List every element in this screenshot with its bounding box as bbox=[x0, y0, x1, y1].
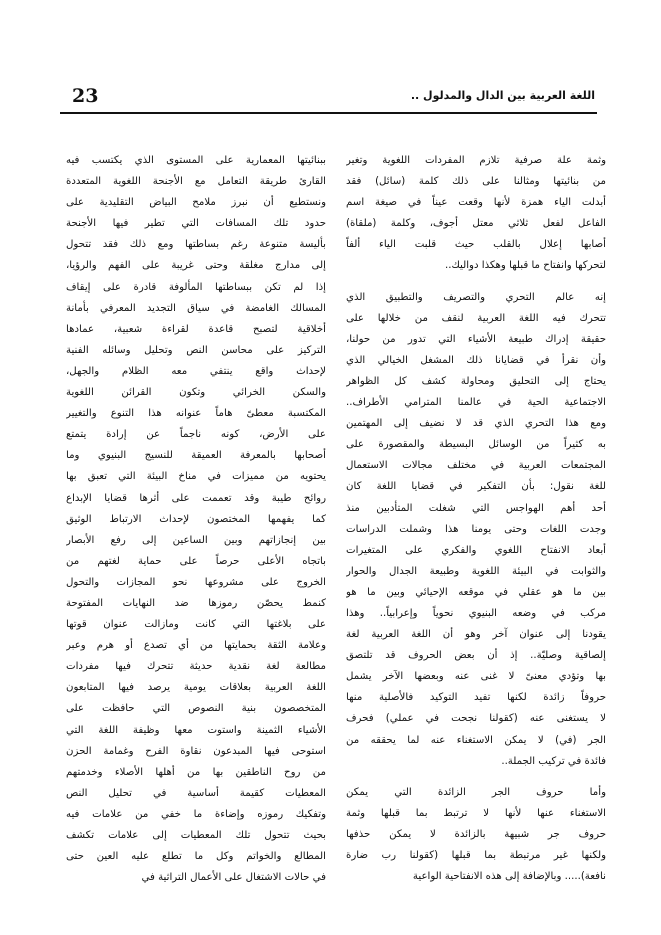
text-line: إلصاقية وصليّة.. إذ أن بعض الحروف قد تلتصق bbox=[346, 650, 606, 662]
text-line: بها وتؤدي معنىً لا غنى عنه وبعضها الآخر يشمل bbox=[346, 671, 606, 683]
text-line: أبدلت الياء همزة لأنها وقعت عيناً في صيغة اسم bbox=[346, 197, 606, 209]
text-line: وجدت اللغات وحتى يومنا هذا وشملت الدراسات bbox=[346, 523, 606, 535]
text-line: الجر (في) لا يمكن الاستغناء عنه لما يحققه من bbox=[346, 734, 606, 746]
text-line: روائح طيبة وقد تعممت على أثرها قضايا الإبداع bbox=[66, 492, 326, 504]
text-line: من روح الناطقين بها من أهلها الأصلاء وخدمتهم bbox=[66, 766, 326, 778]
text-line: مركب في وضعه البنيوي نحوياً وإعرابياً.. وهذا bbox=[346, 607, 606, 619]
text-line: لا يستغنى عنه (كقولنا نجحت في عملي) فحرف bbox=[346, 713, 606, 725]
text-line: التركيز على محاسن النص وتحليل وسائله الفنية bbox=[66, 344, 326, 356]
text-line: ونستطيع أن نبرز ملامح البياض التقليدية على bbox=[66, 197, 326, 209]
text-line: للغة نقول: بأن التفكير في قضايا اللغة كان bbox=[346, 481, 606, 493]
text-line: والثوابت في البيئة اللغوية وطبيعة الجدال والحوار bbox=[346, 565, 606, 577]
text-line: ببنائيتها المعمارية على المستوى الذي يكتسب فيه bbox=[66, 155, 326, 166]
paragraph bbox=[346, 150, 606, 277]
text-line: اللغة العربية بعلاقات يومية يرصد فيها المتابعون bbox=[66, 682, 326, 694]
text-line: وتفكيك رموزه وإضاءة ما خفي من علامات فيه bbox=[66, 808, 326, 820]
text-line: أصحابها بالمعرفة العميقة للنسيج البنيوي وما bbox=[66, 450, 326, 462]
right-text-column bbox=[346, 150, 606, 887]
header-rule bbox=[60, 112, 597, 114]
text-line: بحيث تتحول تلك المعطيات إلى علامات تكشف bbox=[66, 830, 326, 841]
text-line: حقيقة إدراك طبيعة الأشياء التي تدور من حولنا، bbox=[346, 333, 606, 345]
text-line: إنه عالم التحري والتصريف والتطبيق الذي bbox=[346, 291, 606, 303]
text-line: الاجتماعية الحية في عالمنا المترامي الأطراف.. bbox=[346, 397, 606, 409]
text-line: بأليسة متنوعة رغم بساطتها ومع ذلك فقد تتحول bbox=[66, 239, 326, 251]
text-line: المسالك الغامضة في سياق التجديد المعرفي بأمانة bbox=[66, 302, 326, 314]
text-line: كنمط يحصّن رموزها ضد النهايات المفتوحة bbox=[66, 597, 326, 609]
text-line: فائدة في تركيب الجملة.. bbox=[501, 755, 606, 767]
text-line: على الأرض، كونه ناجماً عن إرادة يتمتع bbox=[66, 429, 326, 441]
text-line: يحتويه من مميزات في مناخ البيئة التي تعبق بها bbox=[66, 471, 326, 483]
text-line: أخلاقية لتصبح قاعدة لقراءة شعبية، عمادها bbox=[66, 323, 326, 335]
text-line: الاستغناء عنها لأنها لا ترتبط بما قبلها وثمة bbox=[346, 807, 606, 819]
text-line: أحد أهم الهواجس التي شغلت المتأدبين منذ bbox=[346, 502, 606, 514]
text-line: الخروج على مشروعها نحو المجازات والتحول bbox=[66, 576, 326, 588]
text-line: حروف جر شبيهة بالزائدة لا يمكن حذفها bbox=[346, 828, 606, 840]
text-line: مطالعة لغة نقدية حديثة تتحرك فيها مفردات bbox=[66, 661, 326, 673]
text-line: وأما حروف الجر الزائدة التي يمكن bbox=[346, 786, 606, 798]
text-line: باتجاه الأعلى حرصاً على حماية لغتهم من bbox=[66, 555, 326, 567]
text-line: المكتسبة معطىً هاماً عنوانه هذا التنوع والتغيير bbox=[66, 408, 326, 420]
text-line: المطالع والخواتم وكل ما تطلع عليه العين حتى bbox=[66, 851, 326, 863]
text-line: تتحرك فيه اللغة العربية لنقف من خلالها على bbox=[346, 312, 606, 324]
page-number: 23 bbox=[72, 85, 99, 107]
left-text-column bbox=[66, 150, 326, 888]
text-line: المجتمعات العربية في مختلف مجالات الاستعمال bbox=[346, 460, 606, 472]
text-line: والسكن الخرائي وتكون القرائن اللغوية bbox=[66, 387, 326, 399]
text-line: يقودنا إلى عنوان آخر وهو أن اللغة العربية لغة bbox=[346, 629, 606, 641]
paragraph bbox=[346, 782, 606, 887]
text-line: به كثيراً من الوسائل البسيطة والمقصورة على bbox=[346, 439, 606, 451]
text-line: بين ما هو عقلي في موقعه الإحيائي وبين ما هو bbox=[346, 586, 606, 598]
text-line: إذا لم تكن ببساطتها المألوفة قادرة على إيقاف bbox=[66, 281, 326, 293]
text-line: لتحركها وانفتاح ما قبلها وهكذا دواليك.. bbox=[444, 260, 606, 272]
text-line: إلى مدارج مغلقة وحتى غريبة على الفهم والرؤيا، bbox=[66, 260, 326, 272]
text-line: الفاعل لفعل ثلاثي معتل أجوف، وكلمة (ملقاة) bbox=[346, 218, 606, 230]
text-line: المعطيات كقيمة أساسية في تحليل النص bbox=[66, 787, 326, 799]
page-header bbox=[64, 84, 595, 110]
text-line: ومع هذا التحري الذي قد لا نضيف إلى المهتمين bbox=[346, 418, 606, 430]
paragraph bbox=[66, 150, 326, 888]
text-line: استوحى فيها المبدعون نقاوة الفرح وغمامة الحزن bbox=[66, 745, 326, 757]
text-line: حدود تلك المسافات التي تطير فيها الأجنحة bbox=[66, 218, 326, 230]
text-line: من بنائيتها ومثالنا على ذلك كلمة (سائل) فقد bbox=[346, 176, 606, 188]
text-line: القارئ طريقة التعامل مع الأجنحة اللغوية المتعددة bbox=[66, 176, 326, 188]
text-line: نافعة)..... وبالإضافة إلى هذه الانفتاحية الواعية bbox=[412, 871, 606, 883]
text-line: يحتاج إلى التحليق ومحاولة كشف كل الظواهر bbox=[346, 375, 606, 387]
paragraph bbox=[346, 287, 606, 772]
text-line: على بلاغتها التي كانت ومازالت عنوان قوتها bbox=[66, 619, 326, 631]
text-line: لإحداث واقع ينتفي معه الظلام والجهل، bbox=[66, 365, 326, 377]
text-line: أبعاد الانفتاح اللغوي والفكري على المتغيرات bbox=[346, 544, 606, 556]
text-line: الأشياء الثمينة واستوت معها وظيفة اللغة التي bbox=[66, 724, 326, 736]
text-line: ولكنها غير مرتبطة بما قبلها (كقولنا رب ضارة bbox=[346, 850, 606, 861]
text-line: المتخصصون بنية النصوص التي حافظت على bbox=[66, 703, 326, 715]
text-line: كما يفهمها المختصون لإحداث الارتباط الوثيق bbox=[66, 513, 326, 525]
text-line: وثمة علة صرفية تلازم المفردات اللغوية وتغير bbox=[346, 155, 606, 166]
text-line: وعلامة الثقة بحمايتها من أي تصدع أو هرم وعبر bbox=[66, 640, 326, 652]
text-line: حروفاً زائدة لكنها تفيد التوكيد فالأصلية منها bbox=[346, 692, 606, 704]
text-line: في حالات الاشتغال على الأعمال التراثية في bbox=[141, 872, 326, 884]
running-title: اللغة العربية بين الدال والمدلول .. bbox=[410, 89, 595, 102]
text-line: أصابها إعلال بالقلب حيث قلبت الياء ألفاً bbox=[346, 239, 606, 251]
text-line: بين إنجازاتهم وبين الساعين إلى رفع الأبصار bbox=[66, 534, 326, 546]
text-line: وأن نقرأ في قضايانا ذلك المشغل الخيالي الذي bbox=[346, 354, 606, 366]
